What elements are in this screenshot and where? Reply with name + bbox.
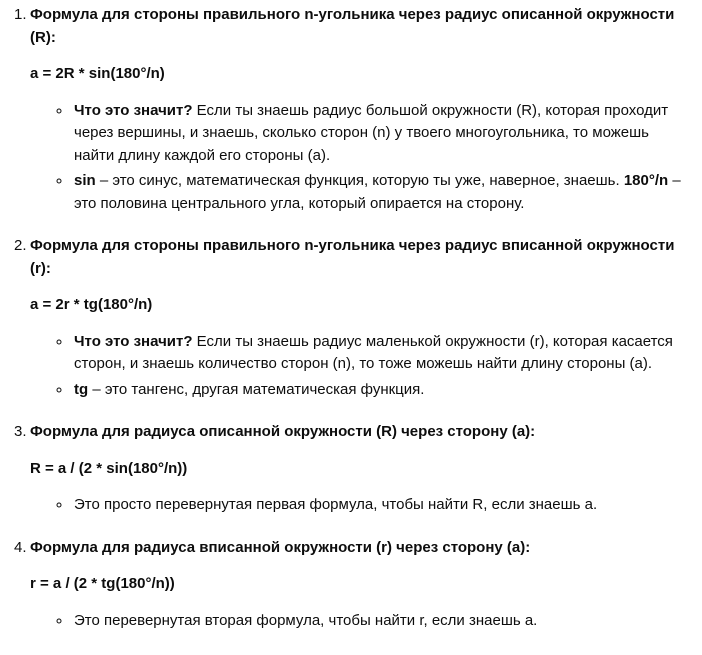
sub-bullet (72, 170, 690, 215)
text-segment: – это половина центрального угла, который опирается на сторону. (74, 172, 681, 212)
bold-term: 180°/n (623, 172, 669, 189)
sub-bullet-list (30, 610, 690, 633)
text-segment: Это перевернутая вторая формула, чтобы найти r, если знаешь a. (74, 611, 538, 629)
text-segment: – это тангенс, другая математическая функция. (88, 380, 425, 398)
text-segment: Это просто перевернутая первая формула, чтобы найти R, если знаешь a. (74, 496, 598, 513)
sub-bullet-list (30, 100, 690, 216)
text-segment: Если ты знаешь радиус большой окружности (R), которая проходит через вершины, и знаешь, сколько сторон (n) у твоего многоугольника, то можешь найти длину каждой его стороны (a). (74, 101, 669, 164)
sub-bullet (72, 331, 690, 376)
text-segment: – это синус, математическая функция, которую ты уже, наверное, знаешь. (95, 172, 624, 189)
list-item-3 (14, 421, 690, 517)
list-item-2 (14, 235, 690, 401)
item-number: 2. (14, 237, 27, 254)
item-heading: Формула для радиуса вписанной окружности (r) через сторону (a): (30, 538, 531, 556)
formula-text: a = 2R * sin(180°/n) (30, 65, 165, 82)
item-number: 4. (14, 538, 27, 556)
item-number: 1. (14, 6, 27, 23)
text-segment: Если ты знаешь радиус маленькой окружности (r), которая касается сторон, и знаешь количество сторон (n), то тоже можешь найти длину стороны (a). (74, 332, 673, 372)
item-heading: Формула для радиуса описанной окружности (R) через сторону (a): (30, 423, 536, 440)
item-heading: Формула для стороны правильного n-угольника через радиус описанной окружности (R): (30, 6, 675, 46)
formula-text: a = 2r * tg(180°/n) (30, 296, 153, 313)
item-number: 3. (14, 423, 27, 440)
bold-term: sin (74, 172, 96, 189)
list-item-4 (14, 537, 690, 633)
sub-bullet-list (30, 494, 690, 517)
bold-term: Что это значит? (74, 332, 193, 350)
sub-bullet (72, 494, 690, 517)
sub-bullet (72, 379, 690, 402)
item-heading: Формула для стороны правильного n-угольника через радиус вписанной окружности (r): (30, 237, 675, 277)
sub-bullet (72, 100, 690, 168)
formula-text: R = a / (2 * sin(180°/n)) (30, 459, 188, 477)
list-item-1 (14, 4, 690, 215)
formulas-list (14, 4, 690, 632)
bold-term: Что это значит? (74, 101, 193, 119)
sub-bullet (72, 610, 690, 633)
sub-bullet-list (30, 331, 690, 402)
formula-text: r = a / (2 * tg(180°/n)) (30, 575, 175, 592)
bold-term: tg (74, 380, 89, 398)
